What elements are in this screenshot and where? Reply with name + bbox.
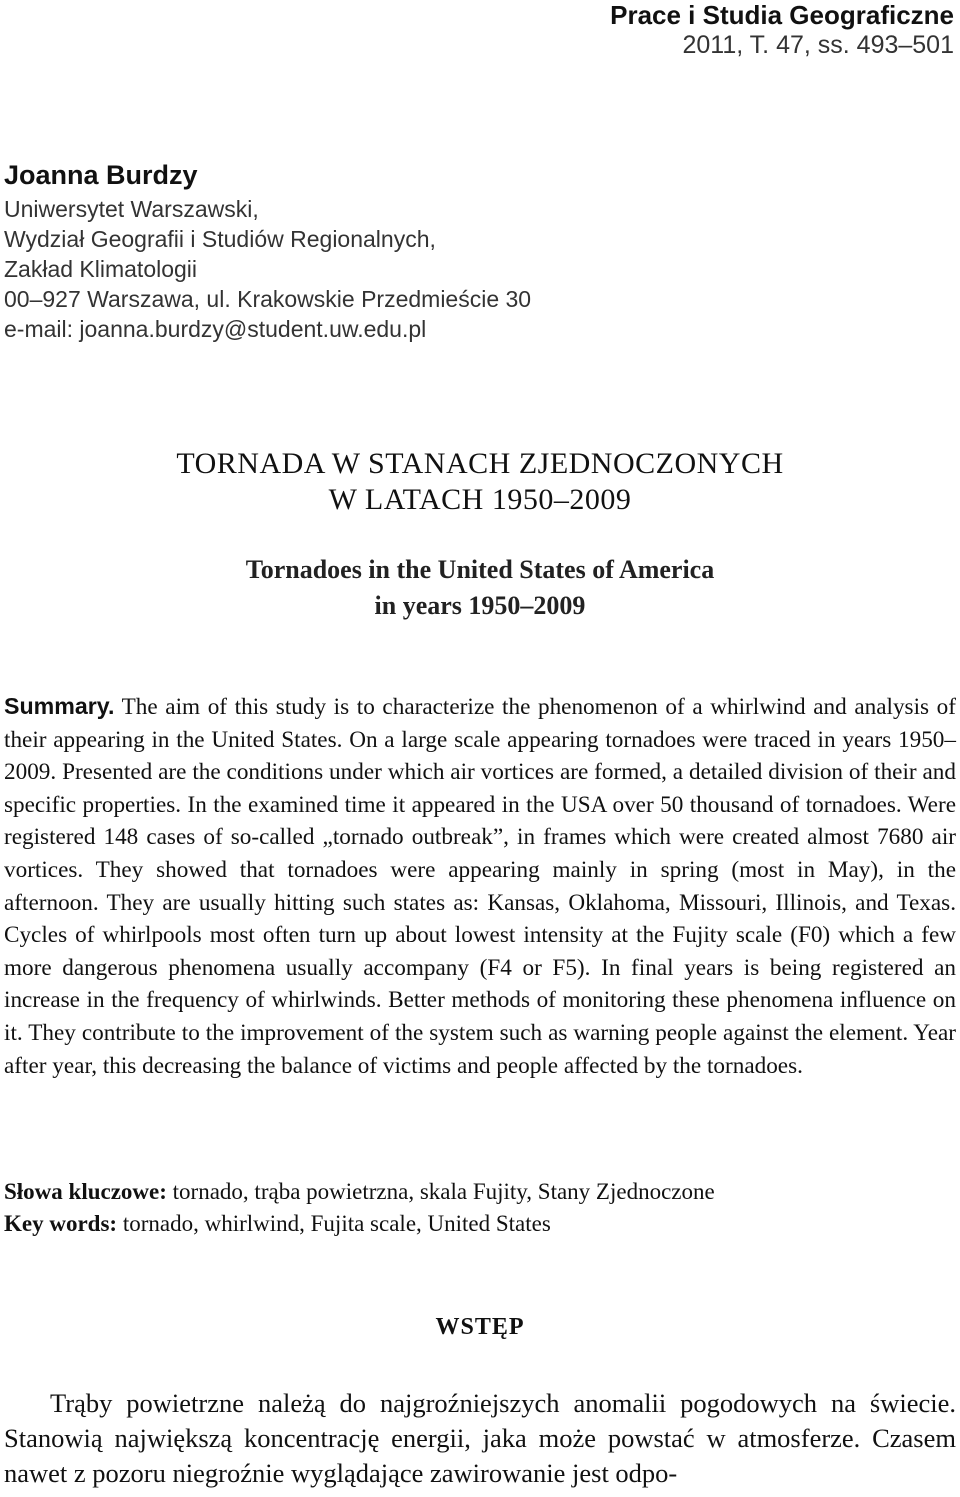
author-name: Joanna Burdzy <box>4 160 198 190</box>
article-title-english <box>0 552 960 624</box>
section-heading: WSTĘP <box>435 1314 525 1340</box>
title-en-line-2: in years 1950–2009 <box>374 591 586 620</box>
title-pl-line-2: W LATACH 1950–2009 <box>328 483 632 516</box>
article-title-polish <box>0 446 960 518</box>
summary-text: The aim of this study is to characterize the phenomenon of a whirlwind and analysis of their appearing in the United States. On a large scale appearing tornadoes were traced in years 1950–2009. Presented are the conditions under which air vortices are formed, a detailed division of their and specific properties. In the examined time it appeared in the USA over 50 thousand of tornadoes. Were registered 148 cases of so-called „tornado outbreak”, in frames which were created almost 7680 air vortices. They showed that tornadoes were appearing mainly in spring (most in May), in the afternoon. They are usually hitting such states as: Kansas, Oklahoma, Missouri, Illinois, and Texas. Cycles of whirlpools most often turn up about lowest intensity at the Fujity scale (F0) which a few more dangerous phenomena usually accompany (F4 or F5). In final years is being registered an increase in the frequency of whirlwinds. Better methods of monitoring these phenomena influence on it. They contribute to the improvement of the system such as warning people against the element. Year after year, this decreasing the balance of victims and people affected by the tornadoes. <box>4 694 956 1079</box>
keywords-polish <box>4 1176 956 1208</box>
affiliation-university: Uniwersytet Warszawski, <box>4 196 259 222</box>
affiliation-faculty: Wydział Geografii i Studiów Regionalnych, <box>4 226 436 252</box>
journal-title: Prace i Studia Geograficzne <box>610 0 954 30</box>
author-block <box>4 156 531 344</box>
keywords-en-label: Key words: <box>4 1211 118 1236</box>
keywords-pl-label: Słowa kluczowe: <box>4 1179 167 1204</box>
keywords-pl-text: tornado, trąba powietrzna, skala Fujity, Stany Zjednoczone <box>172 1179 715 1204</box>
journal-volume-info: 2011, T. 47, ss. 493–501 <box>682 31 954 59</box>
intro-paragraph: Trąby powietrzne należą do najgroźniejszych anomalii pogodowych na świecie. Stanowią największą koncentrację energii, jaka może powstać w atmosferze. Czasem nawet z pozoru niegroźnie wyglądające zawirowanie jest odpo- <box>4 1388 956 1488</box>
title-pl-line-1: TORNADA W STANACH ZJEDNOCZONYCH <box>176 447 784 480</box>
keywords-english <box>4 1208 956 1240</box>
author-email: e-mail: joanna.burdzy@student.uw.edu.pl <box>4 316 427 342</box>
affiliation-address: 00–927 Warszawa, ul. Krakowskie Przedmieście 30 <box>4 286 532 312</box>
summary-paragraph <box>4 690 956 1082</box>
journal-header <box>610 0 954 60</box>
keywords-block <box>4 1176 956 1240</box>
keywords-en-text: tornado, whirlwind, Fujita scale, United States <box>122 1211 551 1236</box>
title-en-line-1: Tornadoes in the United States of America <box>245 555 715 584</box>
summary-label: Summary. <box>4 693 115 719</box>
affiliation-department: Zakład Klimatologii <box>4 256 198 282</box>
